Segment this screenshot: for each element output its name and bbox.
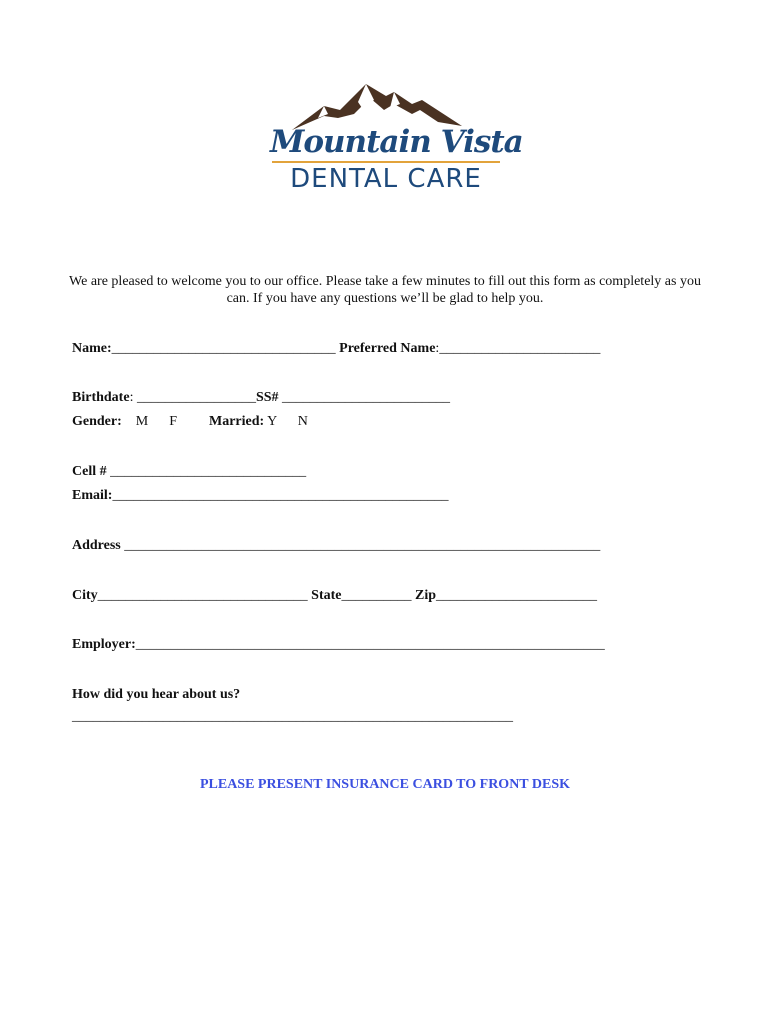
zip-field[interactable]: _______________________ (436, 588, 598, 603)
address-label: Address (72, 538, 121, 553)
logo-script-text: Mountain Vista (270, 124, 523, 160)
cell-field[interactable]: ____________________________ (106, 464, 307, 479)
cell-label: Cell # (72, 464, 107, 479)
preferred-name-colon: : (435, 341, 440, 356)
city-label: City (72, 588, 98, 603)
insurance-notice: PLEASE PRESENT INSURANCE CARD TO FRONT DESK (199, 777, 571, 792)
birthdate-label: Birthdate (72, 390, 130, 405)
name-label: Name: (72, 341, 112, 356)
referral-question-row (72, 687, 240, 703)
logo-divider (272, 161, 500, 163)
referral-field[interactable]: _______________________________________________________________ (72, 709, 513, 724)
ss-field[interactable]: ________________________ (278, 390, 451, 405)
gender-row (72, 414, 308, 430)
employer-label: Employer: (72, 637, 136, 652)
name-row (72, 341, 600, 357)
preferred-name-label: Preferred Name (335, 341, 436, 356)
referral-label: How did you hear about us? (72, 687, 241, 702)
state-label: State (307, 588, 342, 603)
gender-label: Gender: (72, 414, 122, 429)
ss-label: SS# (255, 390, 279, 405)
email-label: Email: (72, 488, 113, 503)
address-field[interactable]: ____________________________________________________________________ (120, 538, 601, 553)
birthdate-colon: : (129, 390, 137, 405)
gender-options[interactable]: M F (135, 414, 177, 429)
referral-answer-row (72, 709, 513, 725)
welcome-paragraph: We are pleased to welcome you to our office. Please take a few minutes to fill out this form as completely as you can. If you have any questions we’ll be glad to help you. (69, 274, 701, 306)
mountain-vista-logo (262, 78, 523, 196)
employer-row (72, 637, 605, 653)
cell-row (72, 464, 306, 480)
birthdate-field[interactable]: _________________ (136, 390, 256, 405)
city-field[interactable]: ______________________________ (97, 588, 308, 603)
address-row (72, 538, 600, 554)
married-label: Married: (209, 414, 265, 429)
married-options[interactable]: Y N (264, 414, 308, 429)
zip-label: Zip (411, 588, 437, 603)
logo-subtitle: DENTAL CARE (290, 164, 482, 194)
state-field[interactable]: __________ (341, 588, 412, 603)
employer-field[interactable]: ___________________________________________________________________ (135, 637, 605, 652)
city-row (72, 588, 597, 604)
preferred-name-field[interactable]: _______________________ (439, 341, 601, 356)
name-field[interactable]: ________________________________ (111, 341, 336, 356)
birthdate-row (72, 390, 450, 406)
email-field[interactable]: ________________________________________________ (112, 488, 449, 503)
email-row (72, 488, 448, 504)
